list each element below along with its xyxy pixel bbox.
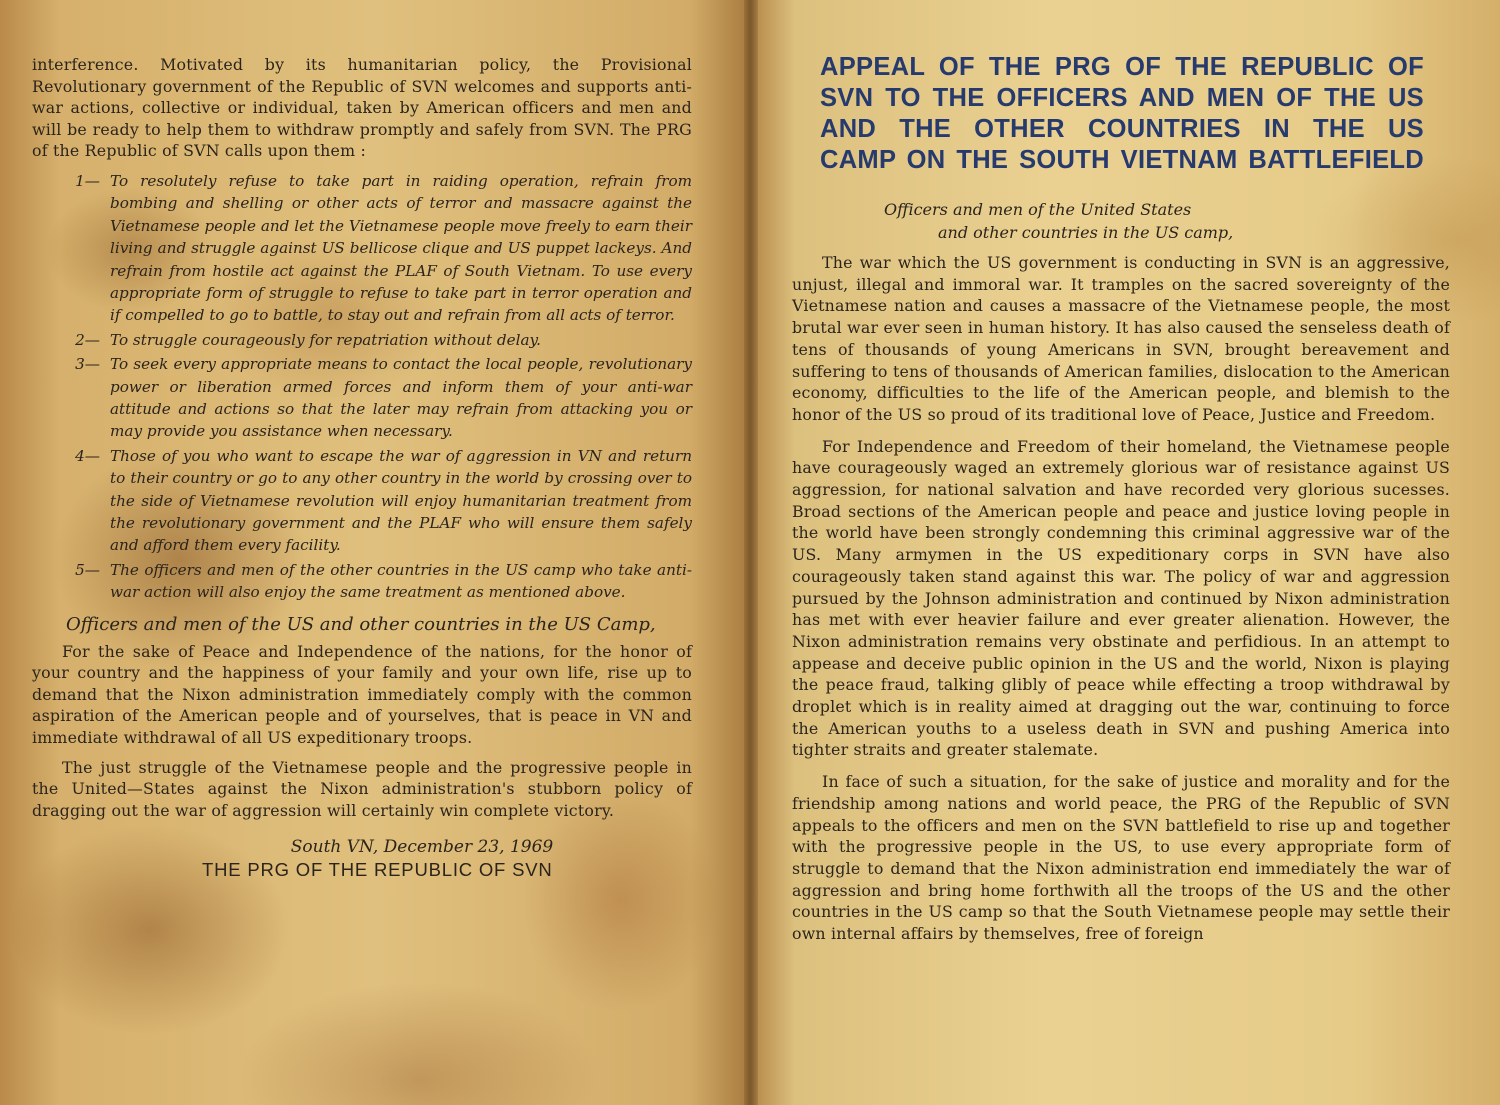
right-page [750, 0, 1500, 1105]
signature-block [32, 837, 692, 881]
appeal-item: 3— To seek every appropriate means to contact the local people, revolutionary power or liberation armed forces and inform them of your anti-war attitude and actions so that the later may refrain from attacking you or may provide you assistance when necessary. [75, 355, 692, 441]
address-line-2: and other countries in the US camp, [938, 223, 1234, 242]
signature-date: South VN, December 23, 1969 [290, 837, 554, 858]
title-line: SVN TO THE OFFICERS AND MEN OF THE US [820, 84, 1424, 112]
appeal-item: 5— The officers and men of the other countries in the US camp who take anti-war action will also enjoy the same treatment as mentioned above. [75, 560, 692, 602]
appeal-list [32, 170, 692, 604]
closing-paragraph-1: For the sake of Peace and Independence of the nations, for the honor of your country and the happiness of your family and your own life, rise up to demand that the Nixon administration immediately comply with the common aspiration of the American people and of yourselves, that is peace in VN and immediate withdrawal of all US expeditionary troops. [32, 641, 692, 748]
title-line: AND THE OTHER COUNTRIES IN THE US [820, 115, 1424, 143]
appeal-item: 2— To struggle courageously for repatriation without delay. [75, 330, 541, 349]
salutation: Officers and men of the US and other countries in the US Camp, [66, 613, 656, 635]
title-line: APPEAL OF THE PRG OF THE REPUBLIC OF [820, 53, 1424, 81]
signature-name: THE PRG OF THE REPUBLIC OF SVN [202, 859, 553, 881]
address-block [792, 198, 1450, 244]
appeal-paragraph-2: For Independence and Freedom of their homeland, the Vietnamese people have courageously waged an extremely glorious war of resistance against US aggression, for national salvation and have recorded very glorious sucesses. Broad sections of the American people and peace and justice loving people in the world have been strongly condemning this criminal aggressive war of the US. Many armymen in the US expeditionary corps in SVN have also courageously taken stand against this war. The policy of war and aggression pursued by the Johnson administration and continued by Nixon administration has met with ever heavier failure and ever greater alienation. However, the Nixon administration remains very obstinate and perfidious. In an attempt to appease and deceive public opinion in the US and the world, Nixon is playing the peace fraud, talking glibly of peace while effecting a troop withdrawal by droplet which is in reality aimed at dragging out the war, continuing to force the American youths to a useless death in SVN and pushing America into tighter straits and greater stalemate. [792, 436, 1450, 760]
closing-paragraph-2: The just struggle of the Vietnamese people and the progressive people in the United—States against the Nixon administration's stubborn policy of dragging out the war of aggression will certainly win complete victory. [32, 757, 692, 820]
address-line-1: Officers and men of the United States [884, 200, 1192, 219]
appeal-item: 4— Those of you who want to escape the war of aggression in VN and return to their country or go to any other country in the world by crossing over to the side of Vietnamese revolution will enjoy humanitarian treatment from the revolutionary government and the PLAF who will ensure them safely and afford them every facility. [75, 446, 692, 555]
title-line: CAMP ON THE SOUTH VIETNAM BATTLEFIELD [820, 146, 1424, 174]
intro-paragraph: interference. Motivated by its humanitarian policy, the Provisional Revolutionary government of the Republic of SVN welcomes and supports anti-war actions, collective or individual, taken by American officers and men and will be ready to help them to withdraw promptly and safely from SVN. The PRG of the Republic of SVN calls upon them : [32, 55, 692, 161]
appeal-paragraph-1: The war which the US government is conducting in SVN is an aggressive, unjust, illegal and immoral war. It tramples on the sacred sovereignty of the Vietnamese nation and causes a massacre of the Vietnamese people, the most brutal war ever seen in human history. It has also caused the senseless death of tens of thousands of young Americans in SVN, brought bereavement and suffering to tens of thousands of American families, dislocation to the American economy, difficulties to the life of the American people, and blemish to the honor of the US so proud of its traditional love of Peace, Justice and Freedom. [792, 253, 1450, 424]
appeal-item: 1— To resolutely refuse to take part in raiding operation, refrain from bombing and shelling or other acts of terror and massacre against the Vietnamese people and let the Vietnamese people move freely to earn their living and struggle against US bellicose clique and US puppet lackeys. And refrain from hostile act against the PLAF of South Vietnam. To use every appropriate form of struggle to refuse to take part in terror operation and if compelled to go to battle, to stay out and refrain from all acts of terror. [75, 171, 692, 325]
appeal-paragraph-3: In face of such a situation, for the sake of justice and morality and for the friendship among nations and world peace, the PRG of the Republic of SVN appeals to the officers and men on the SVN battlefield to rise up and together with the progressive people in the US, to use every appropriate form of struggle to demand that the Nixon administration end immediately the war of aggression and bring home forthwith all the troops of the US and the other countries in the US camp so that the South Vietnamese people may settle their own internal affairs by themselves, free of foreign [792, 772, 1450, 944]
center-fold [744, 0, 758, 1105]
page-title [820, 52, 1424, 176]
